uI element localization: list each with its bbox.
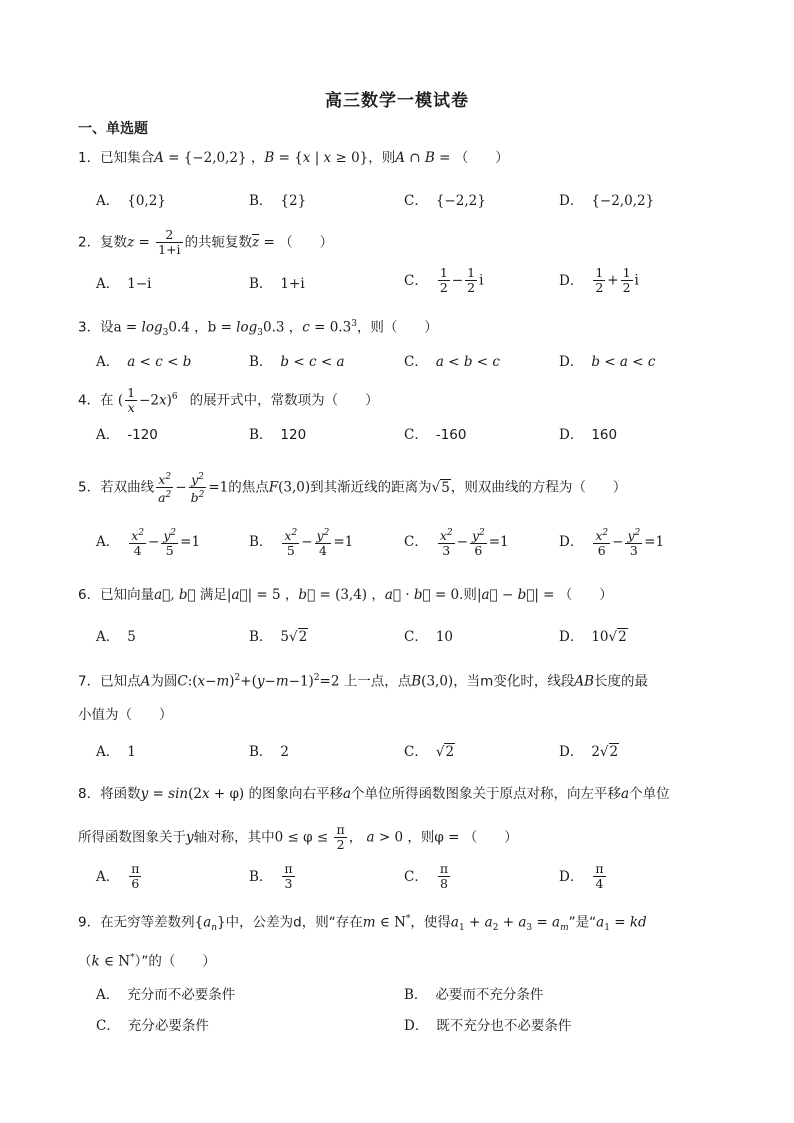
q3-option-a[interactable]: A． a < c < b (96, 354, 192, 370)
q6-option-d[interactable]: D． 10√2 (559, 629, 627, 645)
q4-option-b[interactable]: B． 120 (249, 427, 307, 443)
q8-option-d[interactable]: D． $\frac{\pi}{4}$ (559, 861, 604, 891)
q4-option-c[interactable]: C． -160 (404, 427, 467, 443)
q2-option-b[interactable]: B． 1+i (249, 276, 305, 292)
q6-option-c[interactable]: C． 10 (404, 629, 454, 645)
question-6: 6．已知向量a⃗, b⃗ 满足|a⃗| = 5 ，b⃗ = (3,4) ，a⃗ · b⃗ = 0.则|a⃗ − b⃗| = （ ） (78, 587, 613, 603)
question-2: 2．复数z = $\frac{2}{1+i}$ 的共轭复数$\overline{z}$ = （ ） (78, 227, 334, 257)
q4-option-d[interactable]: D． 160 (559, 427, 618, 443)
question-9-line-2: （k ∈ N*）”的（ ） (78, 953, 216, 970)
question-3: 3．设$a = \log_30.4$ ，$b = \log_30.3$ ，$c = 0.3^3$，则（ ） (78, 319, 438, 339)
question-5: 5．若双曲线 $\frac{x^2}{a^2}$ − $\frac{y^2}{b^2}$ =1的焦点F(3,0)到其渐近线的距离为√5，则双曲线的方程为（ ） (78, 472, 627, 506)
q2-option-a[interactable]: A． 1−i (96, 276, 152, 292)
section-heading: 一、单选题 (78, 121, 148, 137)
q4-option-a[interactable]: A． -120 (96, 427, 158, 443)
q9-option-a[interactable]: A． 充分而不必要条件 (96, 987, 236, 1003)
q7-option-d[interactable]: D． 2√2 (559, 744, 619, 760)
q9-option-d[interactable]: D． 既不充分也不必要条件 (404, 1018, 572, 1034)
q3-option-b[interactable]: B． b < c < a (249, 354, 345, 370)
q5-option-a[interactable]: A． $\frac{x^2}{4}$ − $\frac{y^2}{5}$ =1 (96, 528, 201, 559)
q2-option-d[interactable]: D． $\frac{1}{2}$ + $\frac{1}{2}$ i (559, 265, 639, 295)
q1-option-a[interactable]: A． {0,2} (96, 193, 166, 209)
q5-option-c[interactable]: C． $\frac{x^2}{3}$ − $\frac{y^2}{6}$ =1 (404, 528, 509, 559)
q9-option-c[interactable]: C． 充分必要条件 (96, 1018, 209, 1034)
q7-option-b[interactable]: B． 2 (249, 744, 290, 760)
page-title: 高三数学一模试卷 (325, 91, 469, 111)
question-8-line-2: 所得函数图象关于y轴对称，其中0 ≤ φ ≤ $\frac{\pi}{2}$ ， a > 0 ，则φ = （ ） (78, 822, 518, 852)
q8-option-c[interactable]: C． $\frac{\pi}{8}$ (404, 861, 449, 891)
q1-option-b[interactable]: B． {2} (249, 193, 307, 209)
question-1: 1．已知集合A = {−2,0,2} ，B = {x | x ≥ 0}，则A ∩ B = （ ） (78, 150, 509, 166)
q9-option-b[interactable]: B． 必要而不充分条件 (404, 987, 544, 1003)
question-4: 4．在 ( $\frac{1}{x}$ −2x)$^6$ 的展开式中，常数项为（ ） (78, 385, 379, 415)
q7-option-c[interactable]: C． √2 (404, 744, 455, 760)
q5-option-b[interactable]: B． $\frac{x^2}{5}$ − $\frac{y^2}{4}$ =1 (249, 528, 354, 559)
q3-option-d[interactable]: D． b < a < c (559, 354, 656, 370)
question-7: 7．已知点A为圆$C:(x-m)^2+(y-m-1)^2=2$ 上一点，点B(3,0)，当m变化时，线段AB长度的最 (78, 673, 649, 690)
question-7-line-2: 小值为（ ） (78, 707, 173, 723)
question-8: 8．将函数y = sin(2x + φ) 的图象向右平移a个单位所得函数图象关于原点对称，向左平移a个单位 (78, 786, 670, 802)
q8-option-b[interactable]: B． $\frac{\pi}{3}$ (249, 861, 293, 891)
q1-option-c[interactable]: C． {−2,2} (404, 193, 486, 209)
q5-option-d[interactable]: D． $\frac{x^2}{6}$ − $\frac{y^2}{3}$ =1 (559, 528, 665, 559)
q2-option-c[interactable]: C． $\frac{1}{2}$ − $\frac{1}{2}$ i (404, 265, 484, 295)
q7-option-a[interactable]: A． 1 (96, 744, 136, 760)
q6-option-b[interactable]: B． 5√2 (249, 629, 308, 645)
q6-option-a[interactable]: A． 5 (96, 629, 136, 645)
q8-option-a[interactable]: A． $\frac{\pi}{6}$ (96, 861, 140, 891)
q3-option-c[interactable]: C． a < b < c (404, 354, 500, 370)
q1-option-d[interactable]: D． {−2,0,2} (559, 193, 655, 209)
question-9: 9．在无穷等差数列$\{a_n\}$中，公差为d，则“存在m ∈ N*，使得$a_1 + a_2 + a_3 = a_m$”是“$a_1$ = kd (78, 914, 647, 934)
